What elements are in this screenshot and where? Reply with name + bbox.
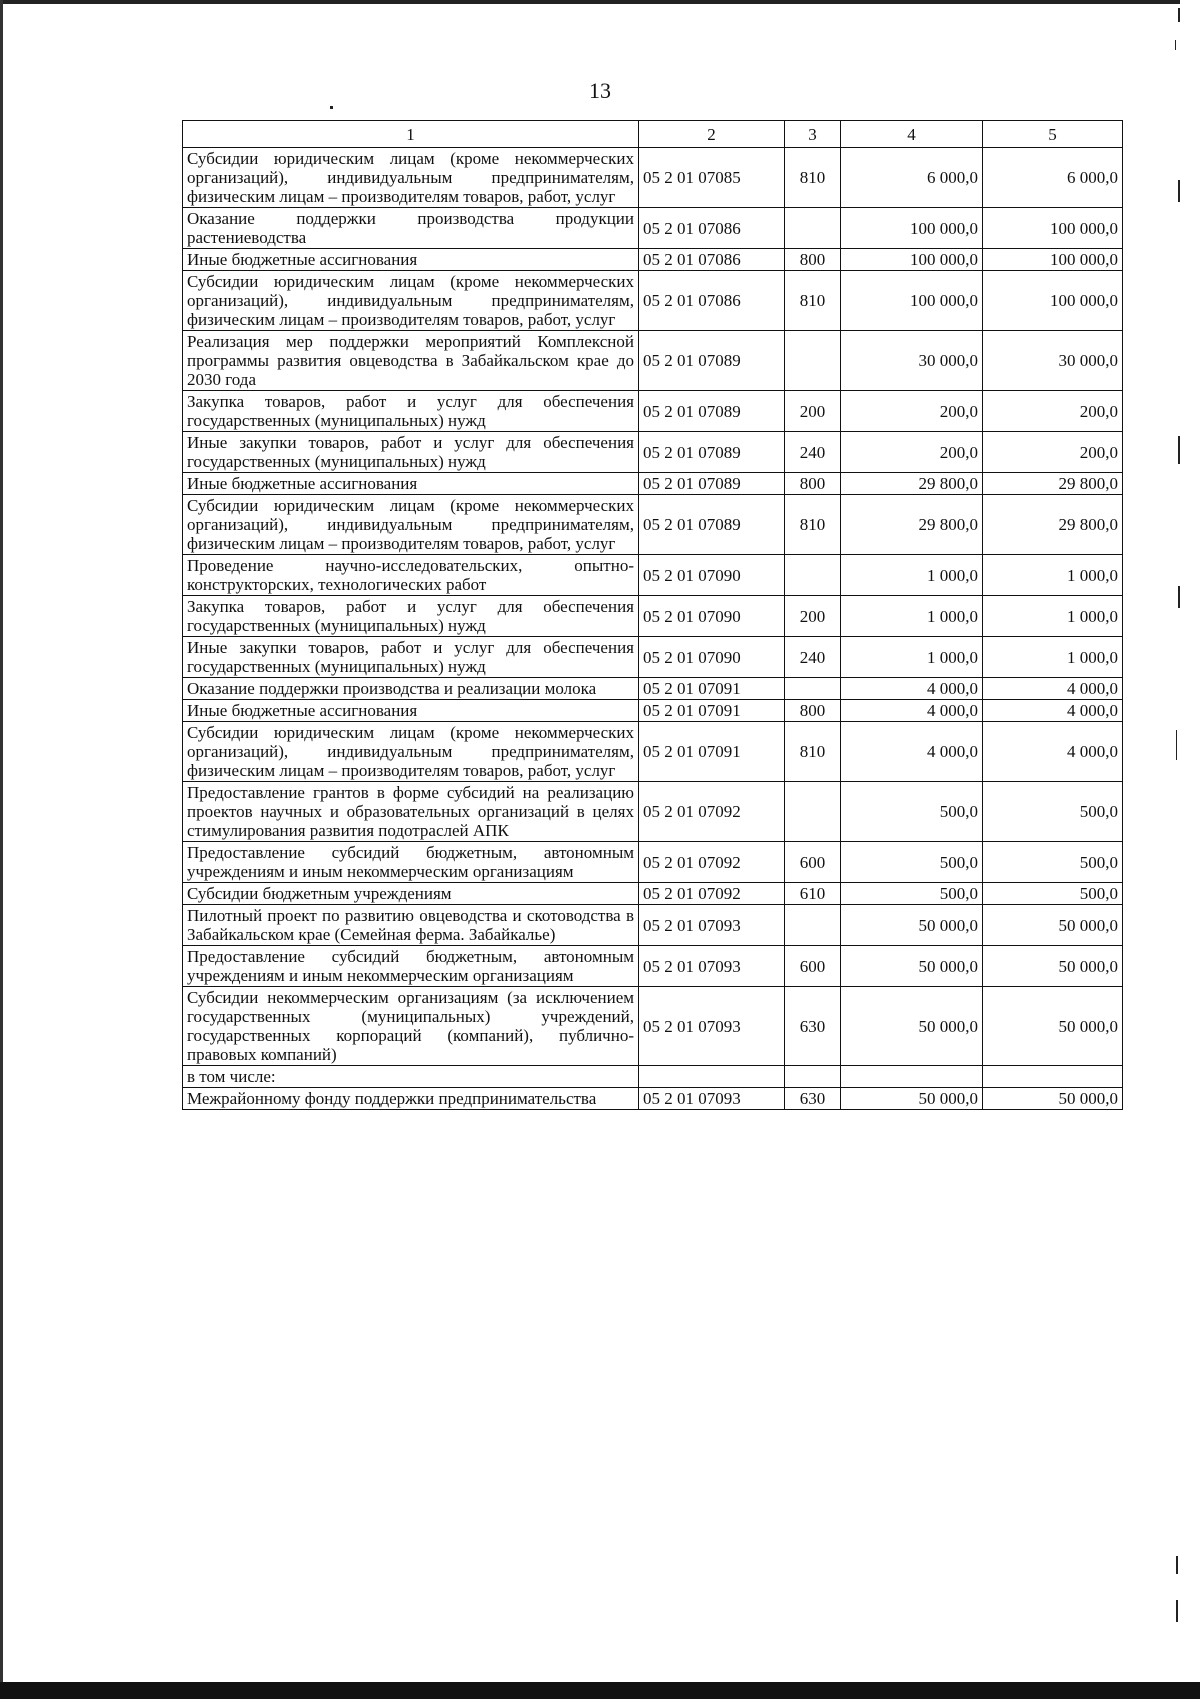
row-code: 05 2 01 07092 (639, 782, 785, 842)
row-amount-col4: 1 000,0 (841, 637, 983, 678)
row-expense-type: 610 (785, 883, 841, 905)
row-amount-col5: 50 000,0 (983, 987, 1123, 1066)
row-code: 05 2 01 07091 (639, 678, 785, 700)
row-description: Иные бюджетные ассигнования (183, 473, 639, 495)
row-amount-col5: 4 000,0 (983, 722, 1123, 782)
table-row (183, 782, 1123, 842)
row-description: Реализация мер поддержки мероприятий Комплексной программы развития овцеводства в Забайкальском крае до 2030 года (183, 331, 639, 391)
row-amount-col5: 4 000,0 (983, 700, 1123, 722)
row-description: Предоставление субсидий бюджетным, автономным учреждениям и иным некоммерческим организациям (183, 842, 639, 883)
table-row (183, 700, 1123, 722)
row-expense-type (785, 555, 841, 596)
row-description: Иные закупки товаров, работ и услуг для обеспечения государственных (муниципальных) нужд (183, 637, 639, 678)
scan-mark (1175, 40, 1176, 50)
scan-mark (1178, 436, 1180, 464)
row-code: 05 2 01 07090 (639, 637, 785, 678)
row-description: Иные закупки товаров, работ и услуг для обеспечения государственных (муниципальных) нужд (183, 432, 639, 473)
row-expense-type: 630 (785, 1088, 841, 1110)
table-row (183, 555, 1123, 596)
row-amount-col5: 30 000,0 (983, 331, 1123, 391)
row-amount-col4: 50 000,0 (841, 946, 983, 987)
row-description: Оказание поддержки производства продукции растениеводства (183, 208, 639, 249)
page-number: 13 (589, 78, 611, 103)
row-expense-type: 630 (785, 987, 841, 1066)
scan-mark (1178, 8, 1180, 22)
table-row (183, 596, 1123, 637)
row-amount-col5: 50 000,0 (983, 946, 1123, 987)
row-amount-col4: 6 000,0 (841, 148, 983, 208)
row-expense-type: 240 (785, 637, 841, 678)
row-code: 05 2 01 07089 (639, 495, 785, 555)
row-amount-col5: 50 000,0 (983, 905, 1123, 946)
row-code: 05 2 01 07093 (639, 1088, 785, 1110)
row-code: 05 2 01 07089 (639, 432, 785, 473)
row-expense-type: 800 (785, 249, 841, 271)
row-amount-col4: 500,0 (841, 842, 983, 883)
row-expense-type (785, 905, 841, 946)
row-amount-col5: 100 000,0 (983, 271, 1123, 331)
row-code: 05 2 01 07089 (639, 473, 785, 495)
row-amount-col4: 4 000,0 (841, 678, 983, 700)
row-code: 05 2 01 07093 (639, 987, 785, 1066)
row-expense-type (785, 782, 841, 842)
row-amount-col4: 30 000,0 (841, 331, 983, 391)
row-amount-col5: 200,0 (983, 391, 1123, 432)
row-code: 05 2 01 07085 (639, 148, 785, 208)
table-row (183, 883, 1123, 905)
row-description: Предоставление грантов в форме субсидий на реализацию проектов научных и образовательных организаций в целях стимулирования развития подотраслей АПК (183, 782, 639, 842)
row-description: Субсидии бюджетным учреждениям (183, 883, 639, 905)
row-amount-col4: 50 000,0 (841, 987, 983, 1066)
scan-mark (1176, 730, 1177, 760)
scan-mark (1178, 586, 1180, 608)
row-code: 05 2 01 07092 (639, 883, 785, 905)
scan-mark (330, 106, 333, 109)
scan-border-top (0, 0, 1180, 4)
row-amount-col4: 29 800,0 (841, 473, 983, 495)
table-row (183, 722, 1123, 782)
row-amount-col5: 200,0 (983, 432, 1123, 473)
row-description: Закупка товаров, работ и услуг для обеспечения государственных (муниципальных) нужд (183, 596, 639, 637)
row-description: в том числе: (183, 1066, 639, 1088)
row-expense-type (785, 678, 841, 700)
row-expense-type: 800 (785, 700, 841, 722)
row-amount-col5: 500,0 (983, 883, 1123, 905)
table-row (183, 946, 1123, 987)
row-code (639, 1066, 785, 1088)
table-row (183, 1088, 1123, 1110)
scan-border-left (0, 0, 3, 1690)
row-code: 05 2 01 07091 (639, 722, 785, 782)
row-description: Субсидии некоммерческим организациям (за исключением государственных (муниципальных) учреждений, государственных корпораций (компаний), публично-правовых компаний) (183, 987, 639, 1066)
row-expense-type (785, 208, 841, 249)
row-description: Иные бюджетные ассигнования (183, 249, 639, 271)
table-row (183, 678, 1123, 700)
table-row (183, 271, 1123, 331)
row-code: 05 2 01 07091 (639, 700, 785, 722)
row-amount-col4: 500,0 (841, 883, 983, 905)
row-description: Субсидии юридическим лицам (кроме некоммерческих организаций), индивидуальным предпринимателям, физическим лицам – производителям товаров, работ, услуг (183, 722, 639, 782)
row-expense-type: 800 (785, 473, 841, 495)
table-row (183, 208, 1123, 249)
row-code: 05 2 01 07090 (639, 555, 785, 596)
row-code: 05 2 01 07089 (639, 391, 785, 432)
table-row (183, 987, 1123, 1066)
row-description: Пилотный проект по развитию овцеводства и скотоводства в Забайкальском крае (Семейная ферма. Забайкалье) (183, 905, 639, 946)
row-expense-type: 810 (785, 148, 841, 208)
column-header: 1 (183, 121, 639, 148)
row-amount-col5: 500,0 (983, 842, 1123, 883)
row-code: 05 2 01 07090 (639, 596, 785, 637)
row-amount-col4: 4 000,0 (841, 722, 983, 782)
scan-border-bottom (0, 1682, 1200, 1699)
row-expense-type: 810 (785, 722, 841, 782)
scan-mark (1176, 1600, 1178, 1622)
row-description: Межрайонному фонду поддержки предпринимательства (183, 1088, 639, 1110)
row-amount-col5: 1 000,0 (983, 637, 1123, 678)
table-row (183, 495, 1123, 555)
row-amount-col4: 100 000,0 (841, 208, 983, 249)
row-expense-type: 600 (785, 842, 841, 883)
row-amount-col4: 50 000,0 (841, 905, 983, 946)
row-code: 05 2 01 07086 (639, 249, 785, 271)
table-row (183, 148, 1123, 208)
column-header: 3 (785, 121, 841, 148)
scan-mark (1178, 180, 1180, 202)
column-header: 2 (639, 121, 785, 148)
row-expense-type (785, 331, 841, 391)
row-amount-col4: 200,0 (841, 432, 983, 473)
row-code: 05 2 01 07086 (639, 208, 785, 249)
table-row (183, 1066, 1123, 1088)
row-amount-col5: 6 000,0 (983, 148, 1123, 208)
row-amount-col5: 100 000,0 (983, 249, 1123, 271)
table-row (183, 842, 1123, 883)
row-amount-col5: 100 000,0 (983, 208, 1123, 249)
row-amount-col4: 100 000,0 (841, 271, 983, 331)
row-amount-col5: 500,0 (983, 782, 1123, 842)
budget-table (182, 120, 1123, 1110)
row-description: Предоставление субсидий бюджетным, автономным учреждениям и иным некоммерческим организациям (183, 946, 639, 987)
row-description: Закупка товаров, работ и услуг для обеспечения государственных (муниципальных) нужд (183, 391, 639, 432)
row-amount-col5: 1 000,0 (983, 596, 1123, 637)
row-amount-col4: 1 000,0 (841, 596, 983, 637)
row-amount-col4: 50 000,0 (841, 1088, 983, 1110)
row-code: 05 2 01 07093 (639, 946, 785, 987)
column-header: 5 (983, 121, 1123, 148)
row-amount-col5: 4 000,0 (983, 678, 1123, 700)
row-expense-type (785, 1066, 841, 1088)
row-code: 05 2 01 07086 (639, 271, 785, 331)
column-header: 4 (841, 121, 983, 148)
row-description: Субсидии юридическим лицам (кроме некоммерческих организаций), индивидуальным предпринимателям, физическим лицам – производителям товаров, работ, услуг (183, 148, 639, 208)
table-row (183, 249, 1123, 271)
row-amount-col4: 1 000,0 (841, 555, 983, 596)
scan-mark (1176, 1556, 1178, 1574)
row-expense-type: 240 (785, 432, 841, 473)
row-amount-col5: 29 800,0 (983, 473, 1123, 495)
row-amount-col4: 200,0 (841, 391, 983, 432)
table-row (183, 473, 1123, 495)
table-row (183, 637, 1123, 678)
row-code: 05 2 01 07093 (639, 905, 785, 946)
row-amount-col5: 50 000,0 (983, 1088, 1123, 1110)
row-amount-col4: 100 000,0 (841, 249, 983, 271)
table-row (183, 905, 1123, 946)
row-amount-col4: 4 000,0 (841, 700, 983, 722)
row-expense-type: 200 (785, 391, 841, 432)
row-description: Субсидии юридическим лицам (кроме некоммерческих организаций), индивидуальным предпринимателям, физическим лицам – производителям товаров, работ, услуг (183, 495, 639, 555)
row-amount-col4 (841, 1066, 983, 1088)
row-description: Оказание поддержки производства и реализации молока (183, 678, 639, 700)
table-header-row (183, 121, 1123, 148)
row-amount-col4: 29 800,0 (841, 495, 983, 555)
row-expense-type: 200 (785, 596, 841, 637)
row-expense-type: 810 (785, 271, 841, 331)
table-row (183, 391, 1123, 432)
table-row (183, 331, 1123, 391)
row-amount-col5: 29 800,0 (983, 495, 1123, 555)
row-description: Иные бюджетные ассигнования (183, 700, 639, 722)
row-amount-col5 (983, 1066, 1123, 1088)
row-description: Субсидии юридическим лицам (кроме некоммерческих организаций), индивидуальным предпринимателям, физическим лицам – производителям товаров, работ, услуг (183, 271, 639, 331)
row-amount-col4: 500,0 (841, 782, 983, 842)
row-expense-type: 600 (785, 946, 841, 987)
row-expense-type: 810 (785, 495, 841, 555)
row-code: 05 2 01 07089 (639, 331, 785, 391)
table-row (183, 432, 1123, 473)
row-description: Проведение научно-исследовательских, опытно-конструкторских, технологических работ (183, 555, 639, 596)
row-code: 05 2 01 07092 (639, 842, 785, 883)
row-amount-col5: 1 000,0 (983, 555, 1123, 596)
